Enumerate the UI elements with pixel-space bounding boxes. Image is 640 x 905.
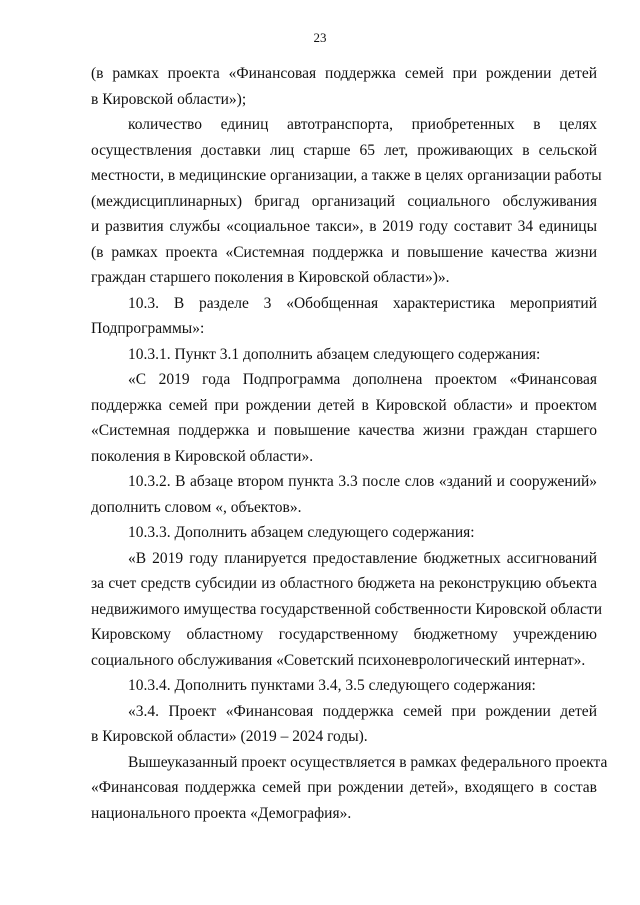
body-line-14: поддержка семей при рождении детей в Кировской области» и проектом bbox=[91, 396, 597, 414]
body-line-7: и развития службы «социальное такси», в 2019 году составит 34 единицы bbox=[91, 218, 597, 235]
body-line-15: «Системная поддержка и повышение качества жизни граждан старшего bbox=[91, 422, 597, 439]
body-line-26: «3.4. Проект «Финансовая поддержка семей при рождении детей bbox=[128, 702, 597, 720]
body-line-1: (в рамках проекта «Финансовая поддержка семей при рождении детей bbox=[91, 65, 597, 82]
body-line-12: 10.3.1. Пункт 3.1 дополнить абзацем следующего содержания: bbox=[128, 345, 541, 363]
body-line-10: 10.3. В разделе 3 «Обобщенная характеристика мероприятий bbox=[128, 294, 597, 312]
body-line-11: Подпрограммы»: bbox=[91, 320, 205, 337]
body-line-4: осуществления доставки лиц старше 65 лет, проживающих в сельской bbox=[91, 141, 597, 159]
body-line-25: 10.3.4. Дополнить пунктами 3.4, 3.5 следующего содержания: bbox=[128, 677, 536, 694]
body-line-21: за счет средств субсидии из областного бюджета на реконструкцию объекта bbox=[91, 575, 597, 592]
body-line-20: «В 2019 году планируется предоставление бюджетных ассигнований bbox=[128, 549, 597, 567]
body-line-18: дополнить словом «, объектов». bbox=[91, 498, 302, 516]
body-line-23: Кировскому областному государственному бюджетному учреждению bbox=[91, 626, 597, 643]
body-line-13: «С 2019 года Подпрограмма дополнена проектом «Финансовая bbox=[128, 371, 597, 388]
body-line-16: поколения в Кировской области». bbox=[91, 447, 314, 465]
body-line-8: (в рамках проекта «Системная поддержка и повышение качества жизни bbox=[91, 243, 597, 261]
body-line-9: граждан старшего поколения в Кировской области»)». bbox=[91, 269, 450, 286]
body-line-22: недвижимого имущества государственной собственности Кировской области bbox=[91, 600, 603, 618]
body-line-29: «Финансовая поддержка семей при рождении детей», входящего в состав bbox=[91, 779, 597, 796]
body-line-24: социального обслуживания «Советский психоневрологический интернат». bbox=[91, 651, 586, 669]
page-number: 23 bbox=[313, 30, 327, 45]
body-line-6: (междисциплинарных) бригад организаций социального обслуживания bbox=[91, 192, 597, 210]
body-line-27: в Кировской области» (2019 – 2024 годы). bbox=[91, 728, 368, 745]
body-line-5: местности, в медицинские организации, а также в целях организации работы bbox=[91, 167, 602, 184]
body-line-17: 10.3.2. В абзаце втором пункта 3.3 после слов «зданий и сооружений» bbox=[128, 473, 597, 490]
body-line-3: количество единиц автотранспорта, приобретенных в целях bbox=[128, 116, 597, 133]
body-line-19: 10.3.3. Дополнить абзацем следующего содержания: bbox=[128, 524, 475, 541]
document-body bbox=[91, 61, 608, 826]
body-line-28: Вышеуказанный проект осуществляется в рамках федерального проекта bbox=[128, 753, 608, 771]
body-line-2: в Кировской области»); bbox=[91, 90, 247, 108]
body-line-30: национального проекта «Демография». bbox=[91, 804, 352, 822]
